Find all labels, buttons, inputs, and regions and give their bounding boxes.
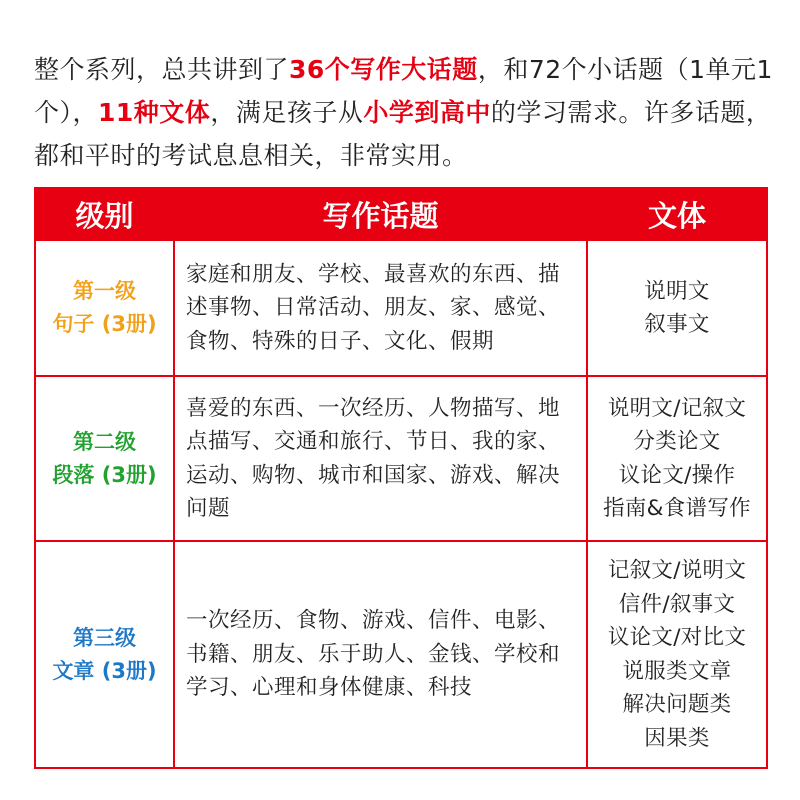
intro-highlight-grades: 小学到高中 [363, 98, 491, 127]
intro-text-1: 整个系列，总共讲到了 [34, 55, 290, 84]
genre-item: 叙事文 [644, 312, 710, 337]
level-cell [35, 541, 174, 768]
genre-item: 议论文/对比文 [607, 625, 747, 650]
header-topics: 写作话题 [174, 188, 587, 240]
genre-item: 说服类文章 [622, 658, 732, 684]
level-name: 第一级 [73, 279, 136, 303]
genre-item: 说明文 [644, 278, 710, 304]
genre-item: 分类论文 [633, 429, 721, 454]
intro-text-2: ，和72个小话题（1单元1个）， [34, 55, 773, 127]
header-level: 级别 [35, 188, 174, 240]
genre-item: 指南&食谱写作 [603, 496, 751, 521]
table-header-row [35, 188, 767, 240]
genre-item: 信件/叙事文 [618, 591, 736, 617]
genre-item: 解决问题类 [622, 692, 732, 717]
table-row-level-1 [35, 240, 767, 376]
level-cell [35, 240, 174, 376]
genre-item: 说明文/记叙文 [607, 395, 747, 421]
intro-paragraph [34, 48, 774, 177]
header-genres: 文体 [587, 188, 767, 240]
table-row-level-3 [35, 541, 767, 768]
level-name: 第三级 [73, 625, 136, 650]
genre-item: 因果类 [644, 725, 710, 751]
genre-item: 议论文/操作 [618, 462, 736, 488]
table-row-level-2 [35, 376, 767, 541]
level-sub: 段落 (3册) [52, 462, 157, 487]
level-name: 第二级 [73, 429, 136, 454]
intro-highlight-genres: 11种文体 [98, 98, 211, 127]
topics-cell: 喜爱的东西、一次经历、人物描写、地点描写、交通和旅行、节日、我的家、运动、购物、城市和国家、游戏、解决问题 [174, 376, 587, 541]
intro-text-3: ，满足孩子从 [210, 98, 364, 127]
topics-cell: 家庭和朋友、学校、最喜欢的东西、描述事物、日常活动、朋友、家、感觉、食物、特殊的日子、文化、假期 [174, 240, 587, 376]
level-sub: 句子 (3册) [52, 312, 157, 336]
genre-item: 记叙文/说明文 [607, 558, 747, 583]
intro-text-4: 的学习需求。许多话题，都和平时的考试息息相关，非常实用。 [34, 98, 772, 170]
level-cell [35, 376, 174, 541]
level-sub: 文章 (3册) [52, 658, 157, 683]
genres-cell [587, 376, 767, 541]
genres-cell [587, 240, 767, 376]
series-table [34, 187, 768, 769]
topics-cell: 一次经历、食物、游戏、信件、电影、书籍、朋友、乐于助人、金钱、学校和学习、心理和身体健康、科技 [174, 541, 587, 768]
genres-cell [587, 541, 767, 768]
intro-highlight-topics: 36个写作大话题 [289, 55, 478, 84]
